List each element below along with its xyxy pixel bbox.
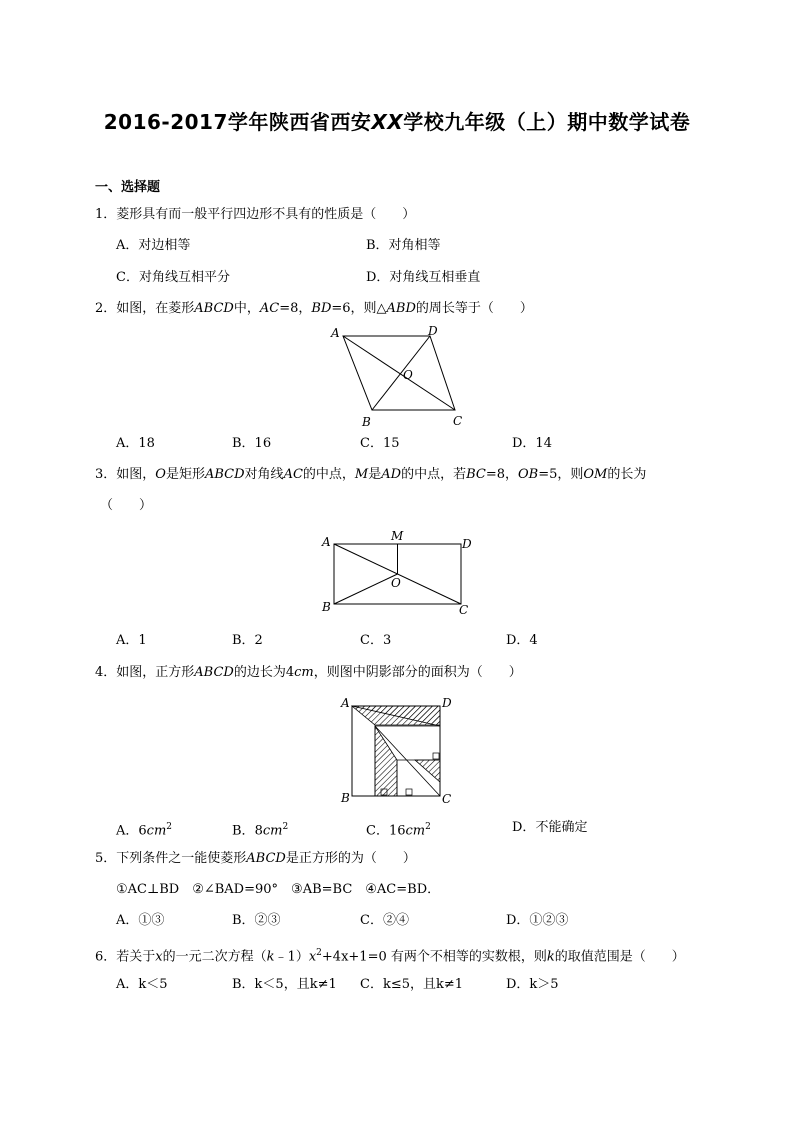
question-5-option-c: C．②④ [360, 913, 409, 928]
title-school: XX [371, 110, 404, 134]
figure2-label-c: C [453, 414, 463, 428]
figure3-label-d: D [462, 537, 472, 551]
question-3-option-d: D．4 [506, 633, 538, 648]
question-2-option-d: D．14 [512, 436, 552, 451]
question-3-option-a: A．1 [116, 633, 147, 648]
figure2-label-a: A [331, 326, 340, 340]
question-4-stem: 4．如图，正方形ABCD的边长为4cm，则图中阴影部分的面积为（ ） [95, 665, 522, 680]
figure3-label-a: A [322, 535, 331, 549]
figure3-label-b: B [322, 600, 331, 614]
rhombus-figure [325, 322, 470, 432]
question-4-option-c: C．$16cm^2$ [366, 822, 431, 839]
question-3-stem: 3．如图，O是矩形ABCD对角线AC的中点，M是AD的中点，若BC=8，OB=5，则OM的长为 [95, 467, 647, 482]
question-5-option-b: B．②③ [232, 913, 281, 928]
question-1-option-b: B．对角相等 [366, 238, 441, 253]
shaded-right-triangle [415, 760, 440, 782]
question-2-option-b: B．16 [232, 436, 272, 451]
question-6-option-b: B．k＜5，且k≠1 [232, 977, 337, 992]
figure3-label-m: M [391, 529, 404, 543]
question-1-option-a: A．对边相等 [116, 238, 191, 253]
figure3-label-c: C [459, 603, 469, 617]
question-6-option-d: D．k＞5 [506, 977, 559, 992]
question-5-conditions: ①AC⊥BD ②∠BAD=90° ③AB=BC ④AC=BD． [116, 882, 441, 897]
question-4-option-b: B．$8cm^2$ [232, 822, 289, 839]
question-1-stem: 1．菱形具有而一般平行四边形不具有的性质是（ ） [95, 207, 416, 222]
question-3-option-c: C．3 [360, 633, 392, 648]
question-2-option-c: C．15 [360, 436, 400, 451]
question-5-stem: 5．下列条件之一能使菱形ABCD是正方形的为（ ） [95, 851, 416, 866]
question-6-stem: 6．若关于x的一元二次方程$(k﹣1)x^2+4x+1=0$ 有两个不相等的实数根，则k的取值范围是（ ） [95, 948, 685, 965]
figure4-label-a: A [341, 696, 350, 710]
figure3-label-o: O [391, 576, 401, 590]
question-2-stem: 2．如图，在菱形ABCD中，AC=8，BD=6，则△ABD的周长等于（ ） [95, 301, 533, 316]
question-1-option-d: D．对角线互相垂直 [366, 270, 481, 285]
question-2-option-a: A．18 [116, 436, 155, 451]
figure4-label-d: D [442, 696, 452, 710]
figure2-label-o: O [403, 368, 413, 382]
question-3-stem-continuation: （ ） [100, 498, 153, 513]
question-6-option-a: A．k＜5 [116, 977, 168, 992]
figure4-label-b: B [341, 791, 350, 805]
square-shaded-figure [335, 690, 460, 808]
figure2-label-d: D [428, 324, 438, 338]
question-5-option-a: A．①③ [116, 913, 165, 928]
question-6-option-c: C．k≤5，且k≠1 [360, 977, 464, 992]
question-4-option-d: D．不能确定 [512, 820, 588, 835]
question-1-option-c: C．对角线互相平分 [116, 270, 230, 285]
figure2-label-b: B [362, 415, 371, 429]
question-3-option-b: B．2 [232, 633, 263, 648]
question-4-option-a: A．$6cm^2$ [116, 822, 173, 839]
page-title: 2016-2017学年陕西省西安XX学校九年级（上）期中数学试卷 [103, 110, 691, 134]
shaded-top-band [352, 706, 440, 725]
question-5-option-d: D．①②③ [506, 913, 569, 928]
section-heading: 一、选择题 [95, 180, 161, 195]
figure4-label-c: C [442, 792, 452, 806]
rectangle-figure [315, 527, 480, 619]
shaded-left-region [375, 726, 397, 796]
